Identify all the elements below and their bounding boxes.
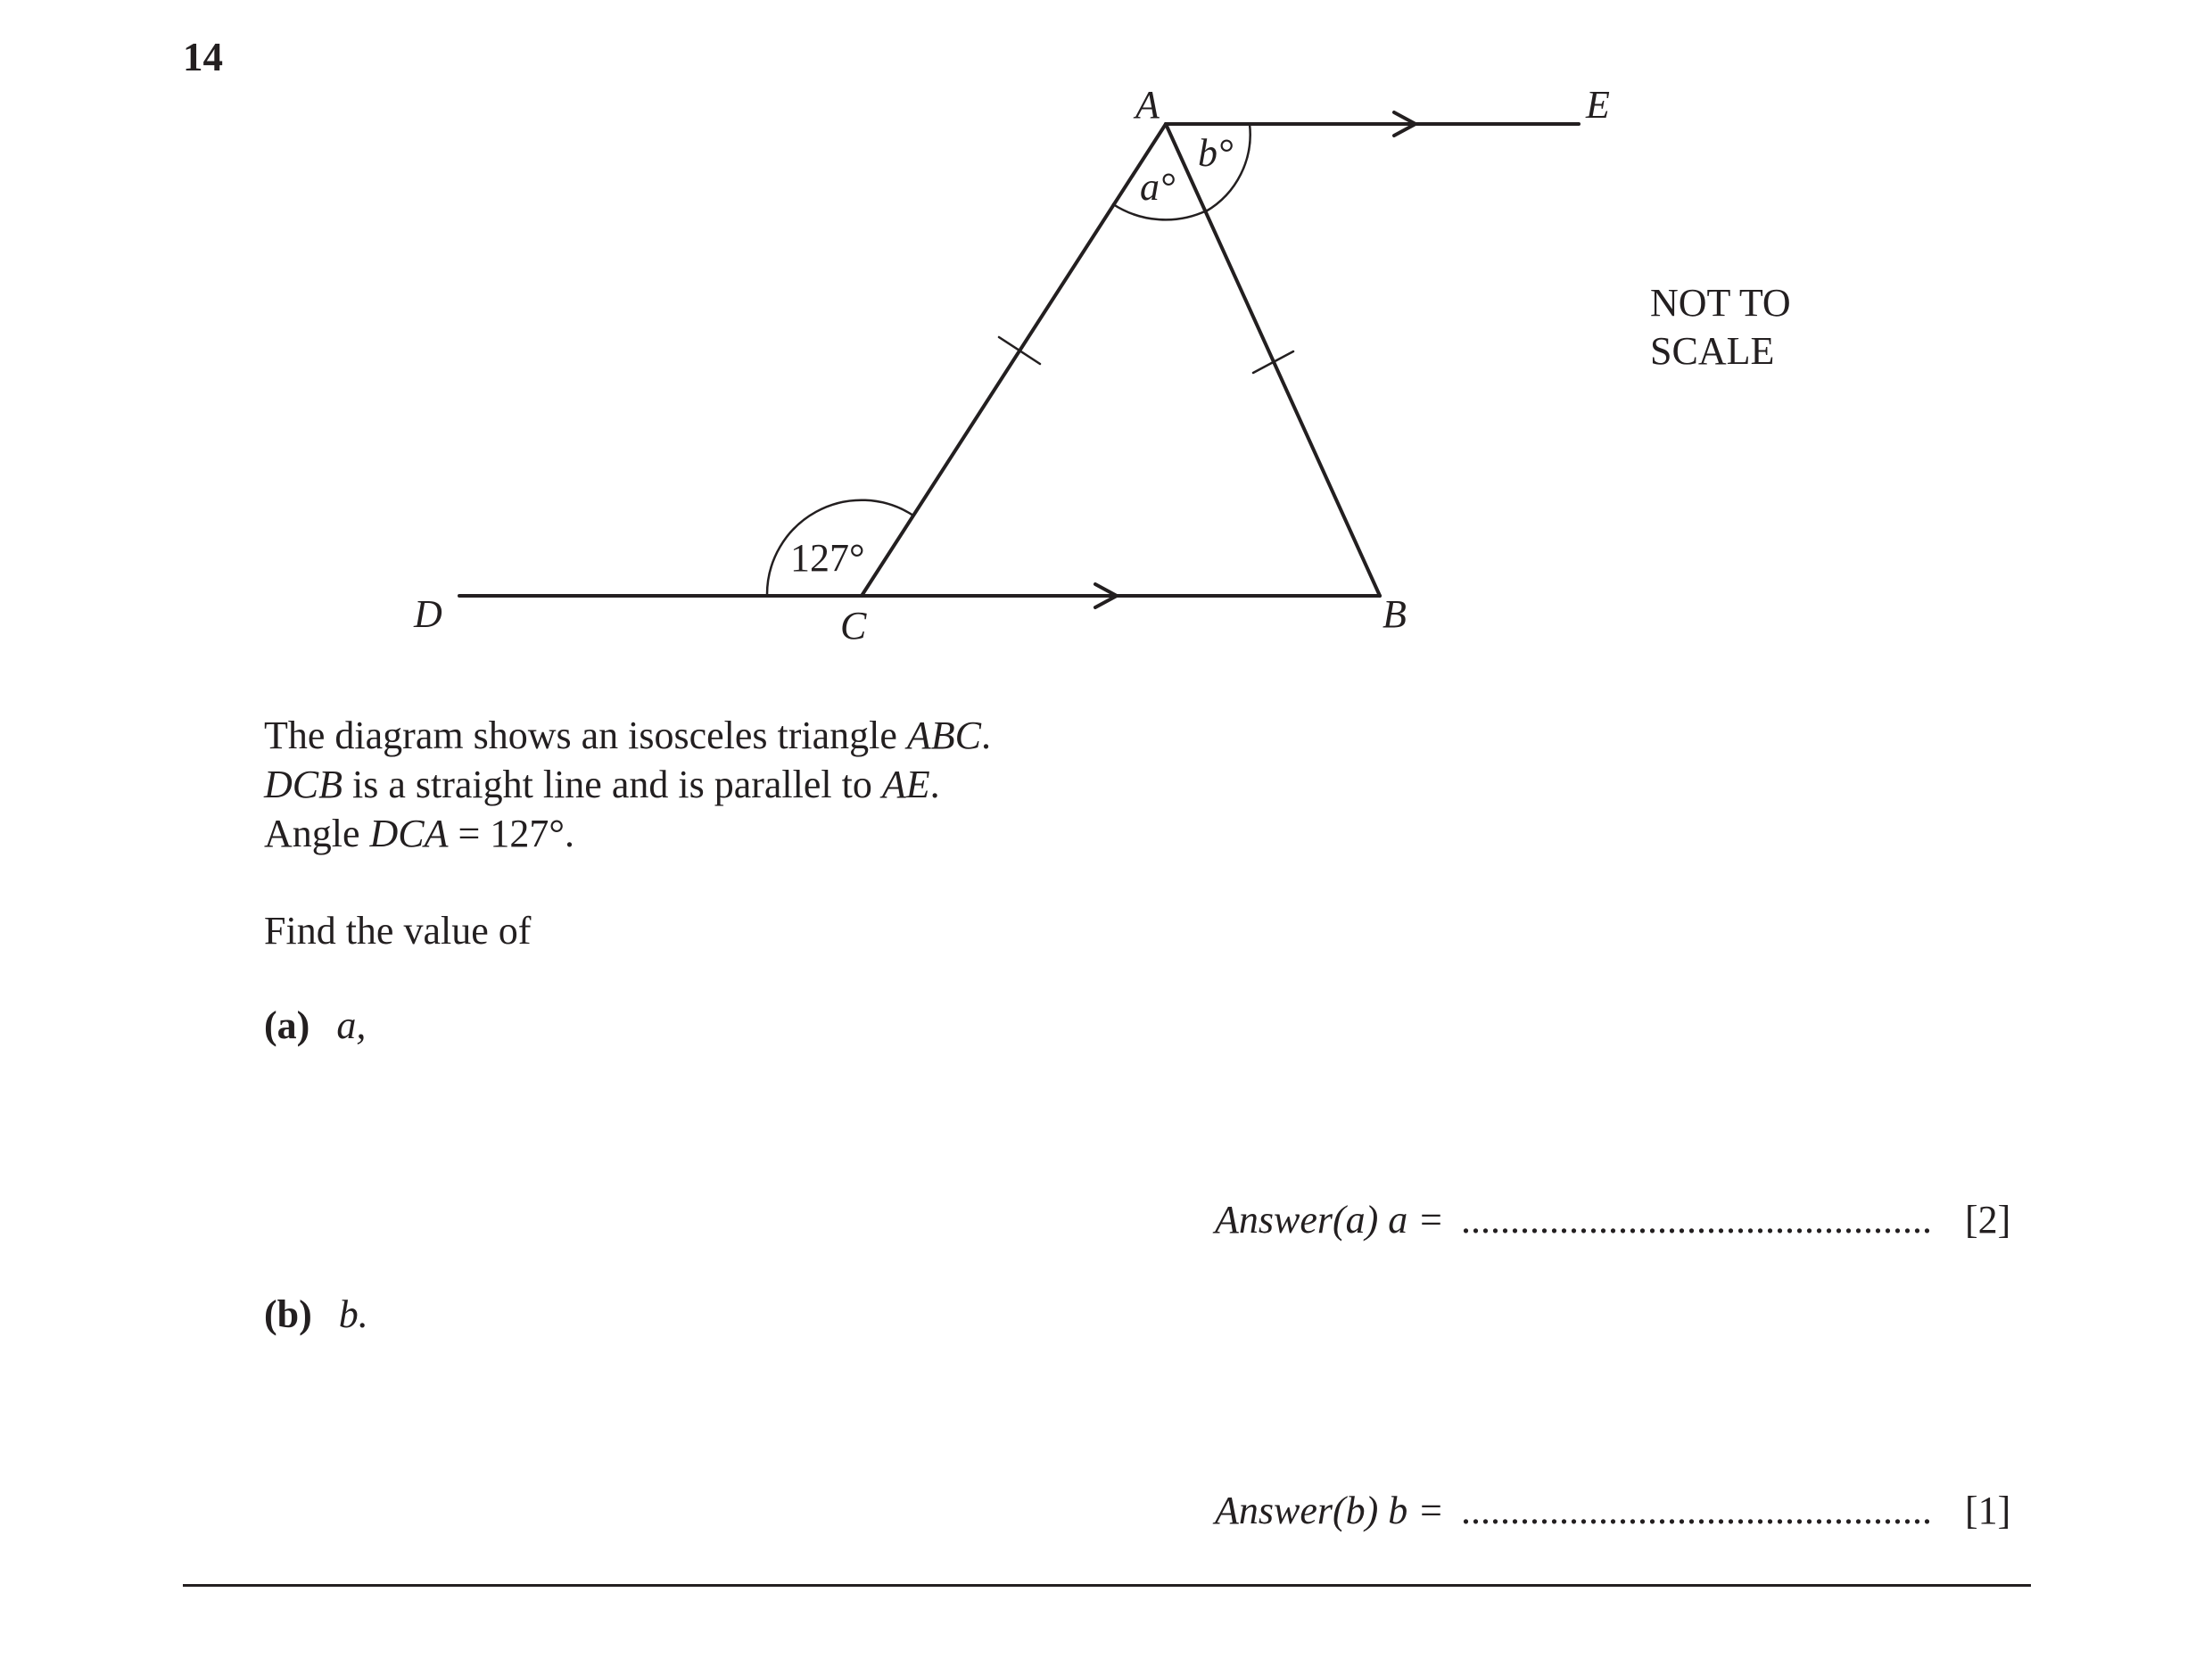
question-number: 14 — [183, 35, 223, 79]
text-line-3: Angle DCA = 127°. — [264, 812, 574, 855]
answer-b-marks: [1] — [1965, 1489, 2011, 1532]
not-to-scale-line1: NOT TO — [1650, 281, 1791, 325]
part-a-label: (a) — [264, 1003, 310, 1047]
part-b — [264, 1292, 368, 1337]
point-label-D: D — [414, 592, 442, 636]
text-line-1: The diagram shows an isosceles triangle ABC. — [264, 714, 992, 757]
point-label-C: C — [840, 604, 867, 648]
geometry-diagram — [0, 0, 2212, 714]
point-label-B: B — [1382, 592, 1407, 636]
point-label-A: A — [1135, 83, 1160, 127]
equal-tick-AB — [1253, 351, 1293, 373]
answer-b-field[interactable]: ................................................ — [1461, 1489, 1932, 1532]
answer-a-marks: [2] — [1965, 1198, 2011, 1242]
part-b-variable: b. — [338, 1292, 368, 1336]
answer-a-line — [1215, 1197, 2010, 1242]
equal-tick-AC — [999, 337, 1040, 364]
part-a — [264, 1003, 366, 1048]
angle-label-b: b° — [1198, 131, 1234, 175]
answer-b-label: Answer(b) b = — [1215, 1489, 1444, 1532]
answer-b-line — [1215, 1488, 2010, 1533]
point-label-E: E — [1586, 83, 1610, 127]
angle-label-127: 127° — [790, 536, 865, 580]
side-AC — [862, 124, 1166, 596]
part-a-variable: a, — [336, 1003, 367, 1047]
page-divider — [183, 1584, 2031, 1587]
answer-a-label: Answer(a) a = — [1215, 1198, 1444, 1242]
question-text — [264, 711, 991, 858]
answer-a-field[interactable]: ................................................ — [1461, 1198, 1932, 1242]
text-line-2: DCB is a straight line and is parallel to AE. — [264, 763, 940, 806]
side-AB — [1166, 124, 1380, 596]
angle-label-a: a° — [1140, 165, 1176, 209]
not-to-scale-line2: SCALE — [1650, 329, 1775, 373]
part-b-label: (b) — [264, 1292, 312, 1336]
find-instruction: Find the value of — [264, 909, 532, 953]
